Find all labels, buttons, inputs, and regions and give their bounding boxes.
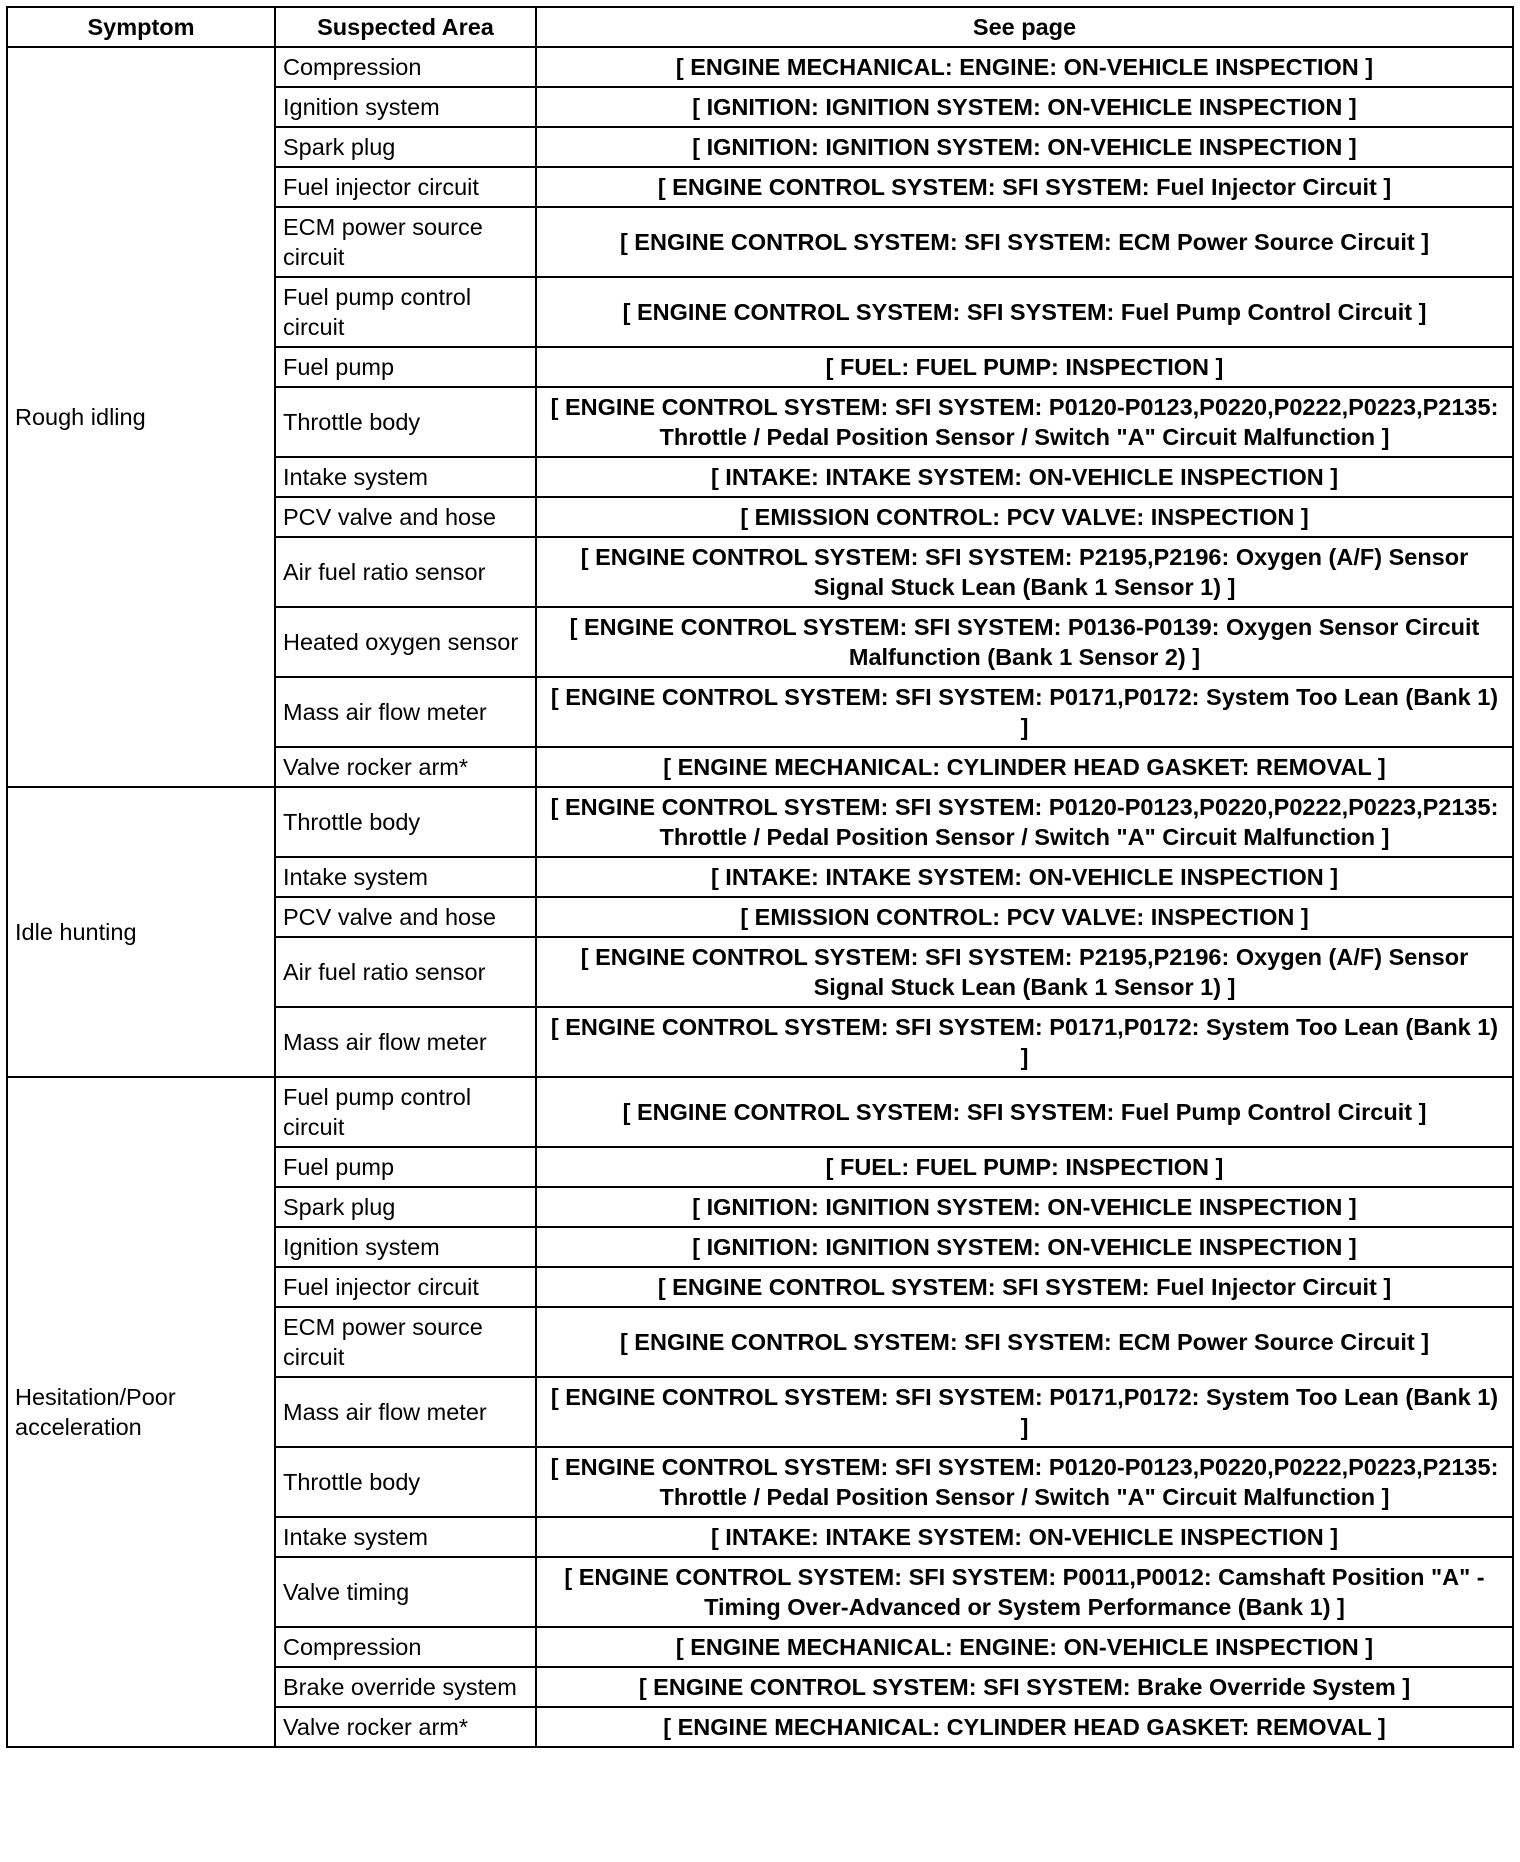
see-page-reference: [ EMISSION CONTROL: PCV VALVE: INSPECTION ] [536,497,1513,537]
suspected-area-cell: Fuel pump control circuit [275,1077,536,1147]
suspected-area-cell: Compression [275,47,536,87]
see-page-reference: [ FUEL: FUEL PUMP: INSPECTION ] [536,1147,1513,1187]
see-page-reference: [ EMISSION CONTROL: PCV VALVE: INSPECTION ] [536,897,1513,937]
suspected-area-cell: Fuel injector circuit [275,1267,536,1307]
table-row [7,47,1513,87]
see-page-reference: [ ENGINE CONTROL SYSTEM: SFI SYSTEM: Brake Override System ] [536,1667,1513,1707]
suspected-area-cell: Intake system [275,457,536,497]
see-page-reference: [ ENGINE MECHANICAL: ENGINE: ON-VEHICLE INSPECTION ] [536,47,1513,87]
see-page-reference: [ ENGINE MECHANICAL: CYLINDER HEAD GASKET: REMOVAL ] [536,1707,1513,1747]
document-page [6,6,1512,1748]
suspected-area-cell: Intake system [275,1517,536,1557]
suspected-area-cell: Fuel pump [275,1147,536,1187]
header-symptom: Symptom [7,7,275,47]
suspected-area-cell: Heated oxygen sensor [275,607,536,677]
see-page-reference: [ ENGINE CONTROL SYSTEM: SFI SYSTEM: Fuel Injector Circuit ] [536,1267,1513,1307]
suspected-area-cell: Ignition system [275,87,536,127]
suspected-area-cell: Mass air flow meter [275,1377,536,1447]
see-page-reference: [ INTAKE: INTAKE SYSTEM: ON-VEHICLE INSPECTION ] [536,457,1513,497]
see-page-reference: [ ENGINE CONTROL SYSTEM: SFI SYSTEM: Fuel Pump Control Circuit ] [536,1077,1513,1147]
suspected-area-cell: Mass air flow meter [275,677,536,747]
header-row [7,7,1513,47]
see-page-reference: [ IGNITION: IGNITION SYSTEM: ON-VEHICLE INSPECTION ] [536,87,1513,127]
suspected-area-cell: Valve rocker arm* [275,747,536,787]
suspected-area-cell: Spark plug [275,1187,536,1227]
see-page-reference: [ ENGINE MECHANICAL: CYLINDER HEAD GASKET: REMOVAL ] [536,747,1513,787]
see-page-reference: [ ENGINE MECHANICAL: ENGINE: ON-VEHICLE INSPECTION ] [536,1627,1513,1667]
suspected-area-cell: Valve rocker arm* [275,1707,536,1747]
suspected-area-cell: Mass air flow meter [275,1007,536,1077]
suspected-area-cell: Air fuel ratio sensor [275,537,536,607]
see-page-reference: [ ENGINE CONTROL SYSTEM: SFI SYSTEM: P0120-P0123,P0220,P0222,P0223,P2135: Throttle / Pedal Position Sensor / Switch "A" Circuit Malfunction ] [536,787,1513,857]
suspected-area-cell: Compression [275,1627,536,1667]
suspected-area-cell: Throttle body [275,787,536,857]
table-body [7,47,1513,1747]
see-page-reference: [ ENGINE CONTROL SYSTEM: SFI SYSTEM: P0136-P0139: Oxygen Sensor Circuit Malfunction (Bank 1 Sensor 2) ] [536,607,1513,677]
see-page-reference: [ ENGINE CONTROL SYSTEM: SFI SYSTEM: ECM Power Source Circuit ] [536,1307,1513,1377]
see-page-reference: [ ENGINE CONTROL SYSTEM: SFI SYSTEM: P0120-P0123,P0220,P0222,P0223,P2135: Throttle / Pedal Position Sensor / Switch "A" Circuit Malfunction ] [536,1447,1513,1517]
see-page-reference: [ IGNITION: IGNITION SYSTEM: ON-VEHICLE INSPECTION ] [536,1227,1513,1267]
suspected-area-cell: PCV valve and hose [275,497,536,537]
see-page-reference: [ FUEL: FUEL PUMP: INSPECTION ] [536,347,1513,387]
symptom-cell: Hesitation/Poor acceleration [7,1077,275,1747]
suspected-area-cell: Throttle body [275,387,536,457]
suspected-area-cell: PCV valve and hose [275,897,536,937]
suspected-area-cell: Fuel pump [275,347,536,387]
see-page-reference: [ ENGINE CONTROL SYSTEM: SFI SYSTEM: Fuel Injector Circuit ] [536,167,1513,207]
suspected-area-cell: Spark plug [275,127,536,167]
see-page-reference: [ ENGINE CONTROL SYSTEM: SFI SYSTEM: P2195,P2196: Oxygen (A/F) Sensor Signal Stuck Lean (Bank 1 Sensor 1) ] [536,937,1513,1007]
see-page-reference: [ ENGINE CONTROL SYSTEM: SFI SYSTEM: P0171,P0172: System Too Lean (Bank 1) ] [536,1377,1513,1447]
see-page-reference: [ ENGINE CONTROL SYSTEM: SFI SYSTEM: P0171,P0172: System Too Lean (Bank 1) ] [536,677,1513,747]
suspected-area-cell: Ignition system [275,1227,536,1267]
see-page-reference: [ ENGINE CONTROL SYSTEM: SFI SYSTEM: P0120-P0123,P0220,P0222,P0223,P2135: Throttle / Pedal Position Sensor / Switch "A" Circuit Malfunction ] [536,387,1513,457]
see-page-reference: [ ENGINE CONTROL SYSTEM: SFI SYSTEM: P2195,P2196: Oxygen (A/F) Sensor Signal Stuck Lean (Bank 1 Sensor 1) ] [536,537,1513,607]
symptom-cell: Idle hunting [7,787,275,1077]
table-row [7,787,1513,857]
suspected-area-cell: Brake override system [275,1667,536,1707]
suspected-area-cell: Fuel pump control circuit [275,277,536,347]
suspected-area-cell: Intake system [275,857,536,897]
suspected-area-cell: Fuel injector circuit [275,167,536,207]
see-page-reference: [ ENGINE CONTROL SYSTEM: SFI SYSTEM: Fuel Pump Control Circuit ] [536,277,1513,347]
header-see-page: See page [536,7,1513,47]
see-page-reference: [ INTAKE: INTAKE SYSTEM: ON-VEHICLE INSPECTION ] [536,857,1513,897]
suspected-area-cell: ECM power source circuit [275,207,536,277]
see-page-reference: [ INTAKE: INTAKE SYSTEM: ON-VEHICLE INSPECTION ] [536,1517,1513,1557]
see-page-reference: [ ENGINE CONTROL SYSTEM: SFI SYSTEM: P0171,P0172: System Too Lean (Bank 1) ] [536,1007,1513,1077]
see-page-reference: [ IGNITION: IGNITION SYSTEM: ON-VEHICLE INSPECTION ] [536,127,1513,167]
suspected-area-cell: Air fuel ratio sensor [275,937,536,1007]
table-row [7,1077,1513,1147]
suspected-area-cell: Valve timing [275,1557,536,1627]
see-page-reference: [ ENGINE CONTROL SYSTEM: SFI SYSTEM: ECM Power Source Circuit ] [536,207,1513,277]
see-page-reference: [ IGNITION: IGNITION SYSTEM: ON-VEHICLE INSPECTION ] [536,1187,1513,1227]
suspected-area-cell: Throttle body [275,1447,536,1517]
header-suspected-area: Suspected Area [275,7,536,47]
see-page-reference: [ ENGINE CONTROL SYSTEM: SFI SYSTEM: P0011,P0012: Camshaft Position "A" - Timing Over-Advanced or System Performance (Bank 1) ] [536,1557,1513,1627]
symptom-table [6,6,1514,1748]
suspected-area-cell: ECM power source circuit [275,1307,536,1377]
symptom-cell: Rough idling [7,47,275,787]
